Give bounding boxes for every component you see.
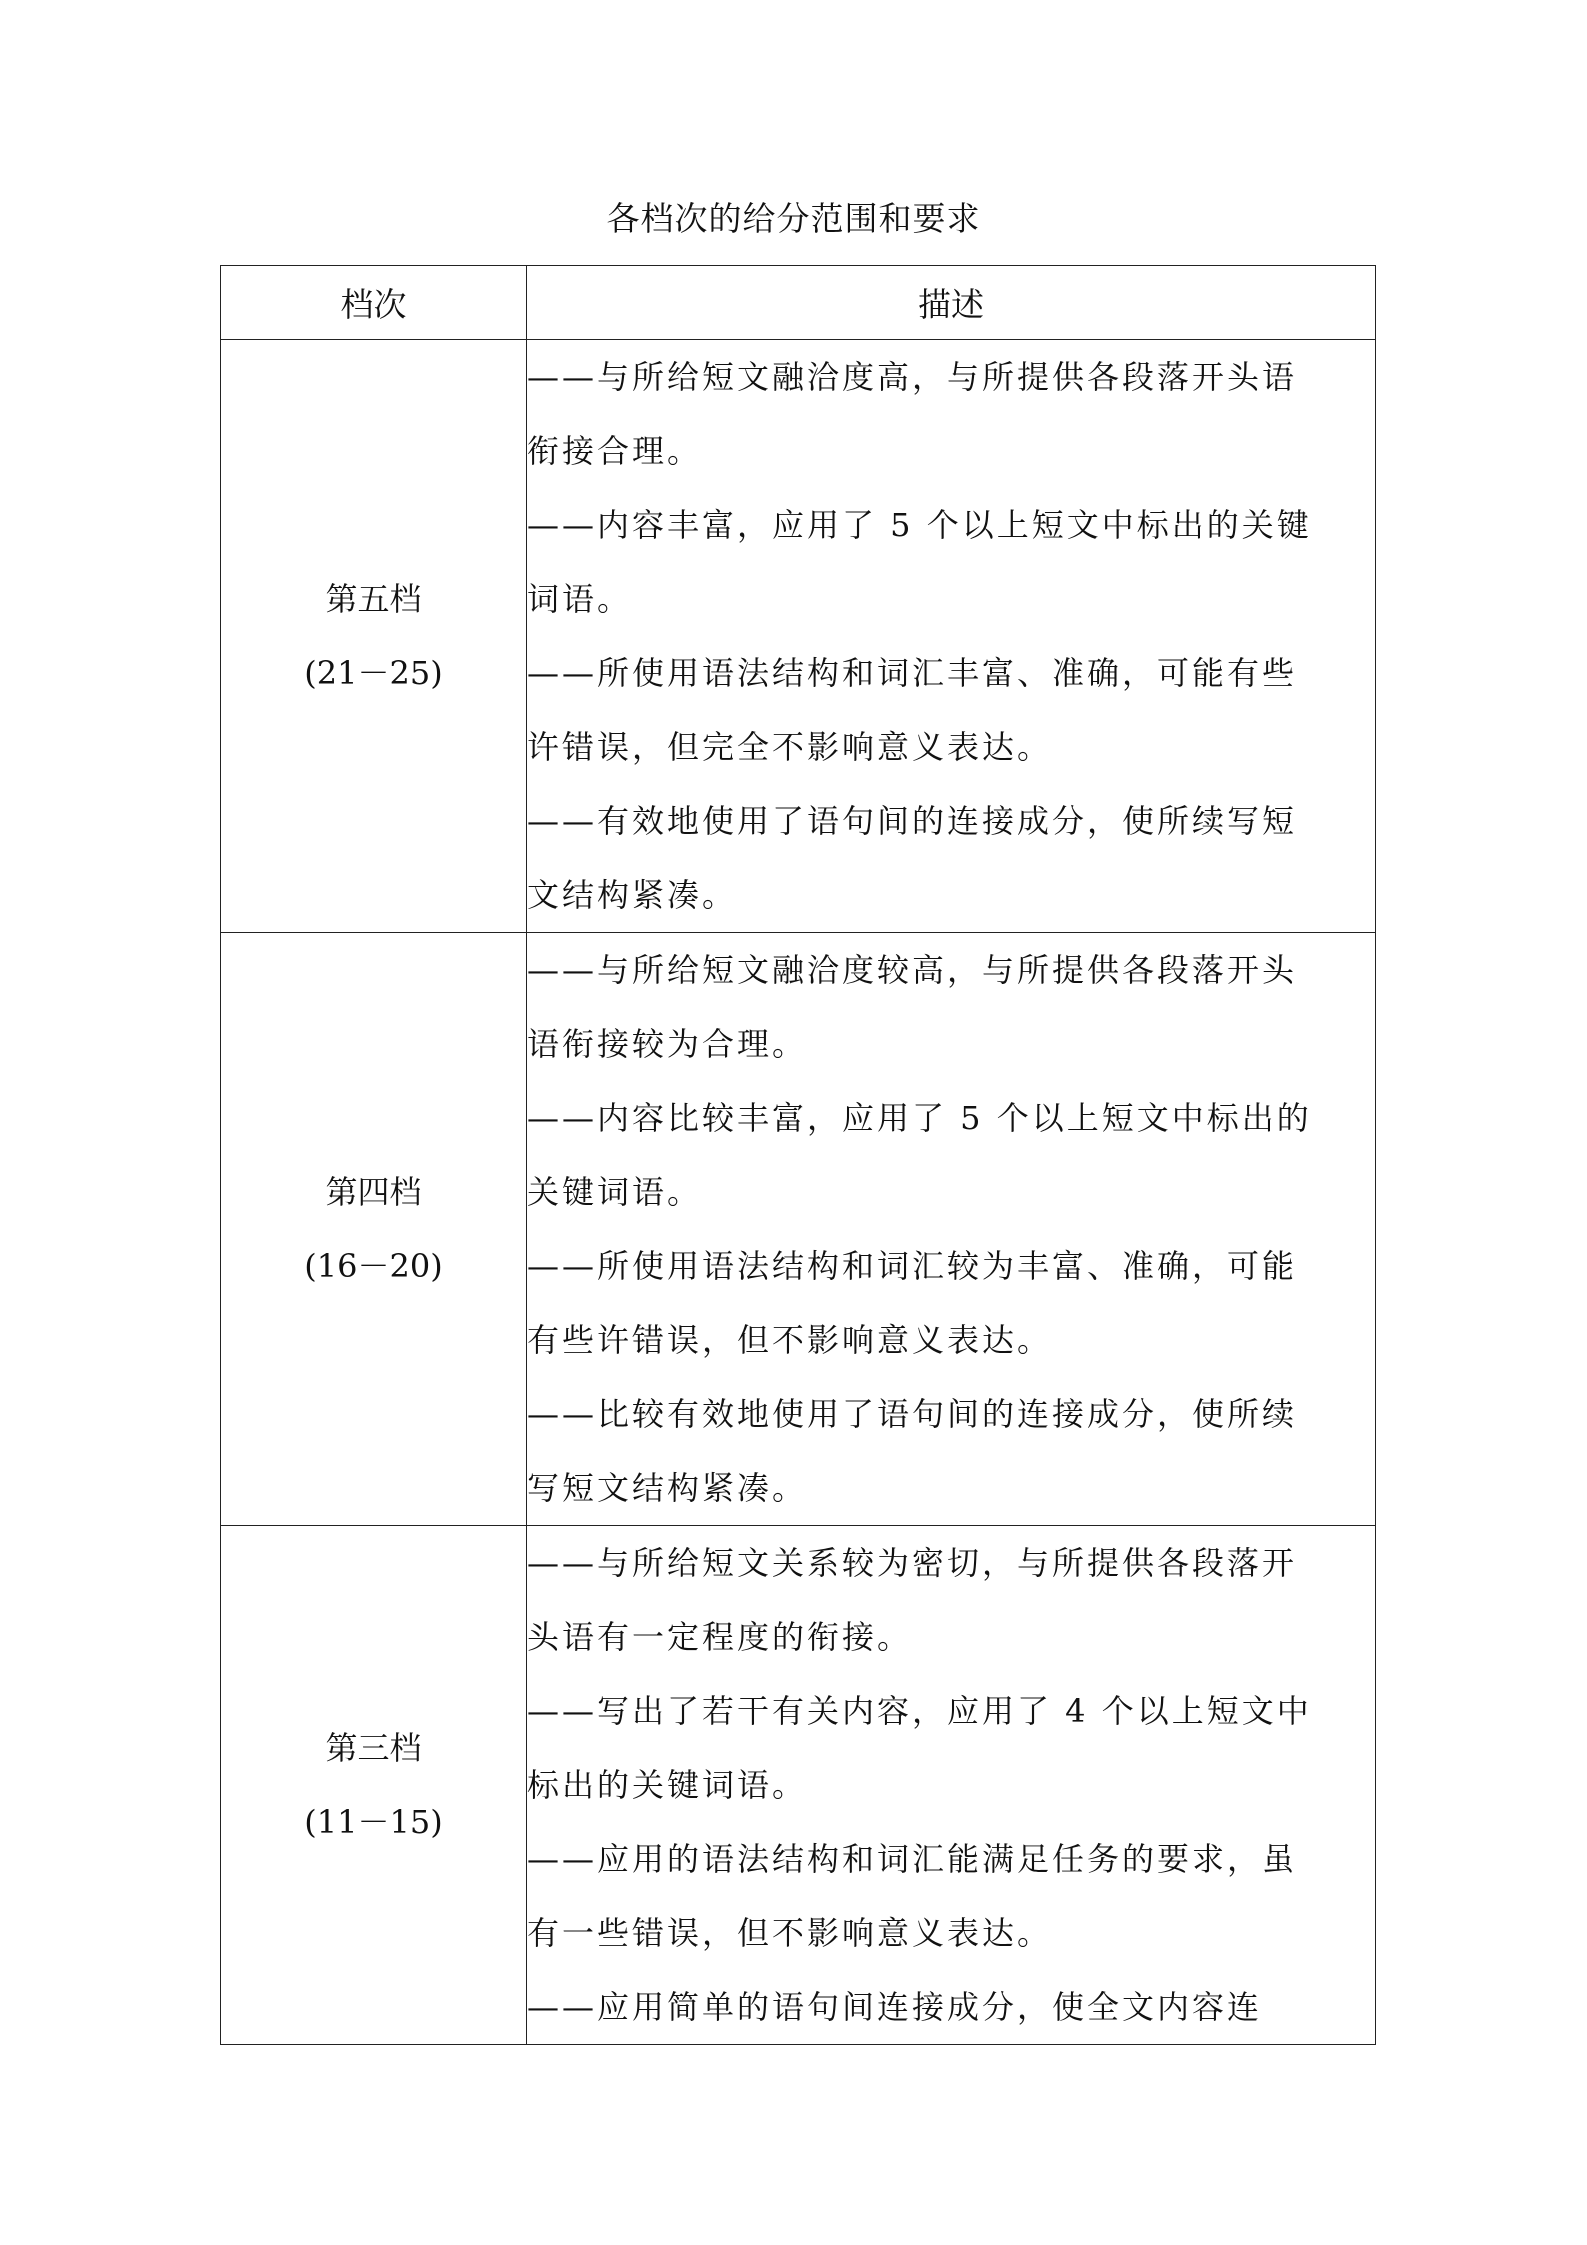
table-row bbox=[221, 1526, 1376, 2045]
description-line: 有些许错误，但不影响意义表达。 bbox=[527, 1321, 1053, 1359]
table-row bbox=[221, 933, 1376, 1526]
page-title: 各档次的给分范围和要求 bbox=[606, 199, 981, 238]
description-line: 写短文结构紧凑。 bbox=[527, 1469, 808, 1507]
table-header-row bbox=[221, 266, 1376, 340]
description-line: ——所使用语法结构和词汇丰富、准确，可能有些 bbox=[527, 654, 1298, 692]
header-description: 描述 bbox=[527, 266, 1376, 340]
description-line: ——比较有效地使用了语句间的连接成分，使所续 bbox=[527, 1395, 1298, 1433]
description-line: ——内容丰富，应用了 5 个以上短文中标出的关键 bbox=[527, 506, 1312, 544]
description-line: 语衔接较为合理。 bbox=[527, 1025, 808, 1063]
description-cell bbox=[527, 933, 1376, 1526]
level-cell bbox=[221, 933, 527, 1526]
description-line: ——与所给短文融洽度较高，与所提供各段落开头 bbox=[527, 951, 1298, 989]
description-line: ——应用的语法结构和词汇能满足任务的要求，虽 bbox=[527, 1840, 1298, 1878]
description-line: ——写出了若干有关内容，应用了 4 个以上短文中 bbox=[527, 1692, 1312, 1730]
score-range: (11－15) bbox=[304, 1803, 443, 1841]
level-cell bbox=[221, 340, 527, 933]
description-line: 文结构紧凑。 bbox=[527, 876, 738, 914]
level-cell bbox=[221, 1526, 527, 2045]
score-range: (16－20) bbox=[304, 1247, 443, 1285]
description-line: 头语有一定程度的衔接。 bbox=[527, 1618, 913, 1656]
description-line: ——与所给短文关系较为密切，与所提供各段落开 bbox=[527, 1544, 1298, 1582]
level-name: 第三档 bbox=[325, 1729, 422, 1767]
description-line: ——内容比较丰富，应用了 5 个以上短文中标出的 bbox=[527, 1099, 1312, 1137]
description-line: 许错误，但完全不影响意义表达。 bbox=[527, 728, 1053, 766]
description-line: 有一些错误，但不影响意义表达。 bbox=[527, 1914, 1053, 1952]
description-cell bbox=[527, 1526, 1376, 2045]
level-name: 第四档 bbox=[325, 1173, 422, 1211]
description-line: 衔接合理。 bbox=[527, 432, 703, 470]
score-range: (21－25) bbox=[304, 654, 443, 692]
table-row bbox=[221, 340, 1376, 933]
description-line: ——有效地使用了语句间的连接成分，使所续写短 bbox=[527, 802, 1298, 840]
description-line: 关键词语。 bbox=[527, 1173, 703, 1211]
header-level: 档次 bbox=[221, 266, 527, 340]
scoring-rubric-table bbox=[220, 265, 1376, 2045]
description-line: 标出的关键词语。 bbox=[527, 1766, 808, 1804]
description-line: 词语。 bbox=[527, 580, 633, 618]
level-name: 第五档 bbox=[325, 580, 422, 618]
description-cell bbox=[527, 340, 1376, 933]
description-line: ——所使用语法结构和词汇较为丰富、准确，可能 bbox=[527, 1247, 1298, 1285]
description-line: ——应用简单的语句间连接成分，使全文内容连 bbox=[527, 1988, 1263, 2026]
description-line: ——与所给短文融洽度高，与所提供各段落开头语 bbox=[527, 358, 1298, 396]
